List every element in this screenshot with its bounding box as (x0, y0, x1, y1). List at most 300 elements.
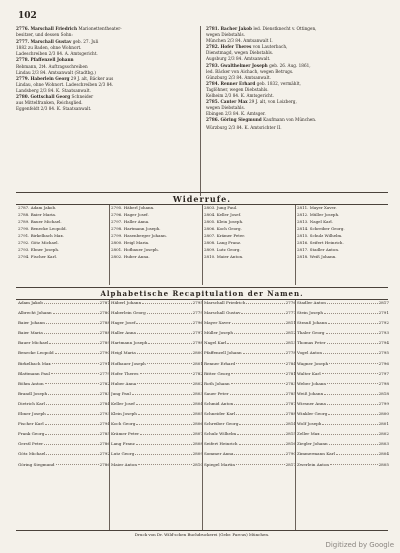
index-number: 2794 (378, 340, 389, 346)
index-number: 2800 (378, 411, 389, 417)
index-number: 2793 (378, 330, 389, 336)
entry-number: 2783. (206, 62, 220, 68)
entry-detail: geb. 27. Juli (72, 39, 99, 45)
section-rule (16, 192, 388, 193)
widerruf-item: 2818. Weiß Johann. (297, 254, 337, 259)
index-number: 2805 (192, 411, 203, 417)
widerrufe-heading: Widerrufe. (172, 194, 232, 204)
widerruf-item: 2812. Müller Joseph. (297, 212, 340, 217)
index-name: Pfaffenzell Johann (204, 350, 242, 356)
index-leader (142, 300, 192, 304)
entry-authority: Ebingen 2/3 84. K. Amtsger. (206, 111, 266, 117)
index-row-blank (204, 467, 296, 472)
index-leader (49, 340, 98, 344)
widerruf-item: 2790. Benecke Leopold. (18, 226, 67, 231)
entry-line (206, 63, 388, 68)
index-number: 2802 (192, 380, 203, 386)
index-leader (137, 381, 191, 385)
index-number: 2785 (285, 390, 296, 396)
index-leader (227, 340, 284, 344)
index-name: Frank Georg (18, 431, 45, 437)
index-leader (327, 300, 378, 304)
index-name: Vogel Anton (297, 350, 323, 356)
index-name: Schneider Karl (204, 411, 236, 417)
index-name: Marschall Friedrich (204, 300, 246, 305)
widerrufe-column (18, 205, 110, 261)
index-number: 2776 (285, 300, 296, 305)
entry-detail: geb. 26. Aug. 1861, (269, 62, 311, 68)
index-leader (56, 462, 99, 466)
index-number: 2817 (378, 300, 389, 305)
index-name: Schmid Anton (204, 400, 234, 406)
index-leader (246, 300, 284, 304)
index-number: 2783 (99, 390, 110, 396)
widerruf-item: 2798. Hartmann Joseph. (111, 226, 161, 231)
index-number: 2779 (192, 310, 203, 316)
index-number: 2782 (99, 380, 110, 386)
entry-name: Göring Siegmund (220, 117, 262, 123)
entry-name: Bacher Jakob (220, 26, 252, 31)
index-name: Hofbauer Joseph (111, 360, 146, 366)
index-leader (46, 320, 99, 324)
index-leader (45, 421, 99, 425)
index-number: 2799 (378, 400, 389, 406)
index-name: Sauer Peter (204, 390, 229, 396)
index-leader (322, 371, 378, 375)
widerruf-item: 2813. Nagel Karl. (297, 219, 333, 224)
index-leader (324, 391, 377, 395)
entry-line (16, 57, 194, 62)
entry-authority: Ladeschreiben 2/3 84. A. Amtsgericht. (16, 51, 98, 57)
index-leader (336, 451, 378, 455)
index-number: 2808 (192, 441, 203, 447)
index-name: Göring Siegmund (18, 461, 55, 467)
widerrufe-column (297, 205, 389, 261)
index-leader (51, 371, 99, 375)
entry-detail: Schneider (71, 94, 94, 100)
index-leader (52, 361, 99, 365)
index-number: 2785 (99, 431, 110, 437)
entry-line: Rebmann, 2t4. Auftragsschreiben (16, 63, 88, 69)
widerruf-item: 2807. Krämer Peter. (204, 233, 245, 238)
index-number: 2816 (285, 441, 296, 447)
index-number: 2804 (192, 400, 203, 406)
entry-line (206, 99, 388, 104)
index-name: Stadler Anton (297, 300, 326, 305)
entry-line (206, 44, 388, 49)
widerruf-item: 2800. Heigl Maria. (111, 240, 150, 245)
widerruf-item: 2791. Birkelbach Max. (18, 233, 64, 238)
entry-name: Marschall Gustav (30, 39, 72, 45)
entry-detail: geb. 1832, vermählt, (256, 80, 301, 86)
entry-name: Gottschall Georg (30, 94, 71, 100)
index-name: Zimmermann Karl (297, 451, 335, 457)
index-number: 2807 (192, 431, 203, 437)
entry-line (206, 117, 388, 122)
index-name: Marschall Gustav (204, 310, 241, 316)
entry-name: Canter Max (220, 99, 248, 105)
index-leader (236, 361, 285, 365)
index-leader (234, 401, 284, 405)
index-number: 2777 (285, 310, 296, 316)
index-name: Walter Karl (297, 370, 321, 376)
index-name: Zeller Max (297, 431, 320, 437)
entry-authority: München 2/3 84. Amtsanwalt I. (206, 38, 273, 44)
widerruf-item: 2810. Maier Anton. (204, 254, 244, 259)
index-number: 2814 (285, 421, 296, 427)
index-number: 2797 (192, 330, 203, 336)
index-name: Winkler Georg (297, 411, 328, 417)
entry-line (16, 94, 194, 99)
entry-name: Haberlein Georg (30, 75, 70, 81)
column-divider (295, 205, 296, 285)
index-leader (55, 350, 99, 354)
index-number: 2792 (378, 320, 389, 326)
index-number: 2802 (378, 431, 389, 437)
index-number: 2786 (99, 441, 110, 447)
index-leader (136, 401, 192, 405)
entry-line: Dienstmagd, wegen Diebstahls. (206, 50, 274, 56)
widerruf-item: 2797. Haller Anna. (111, 219, 150, 224)
entry-authority: Landsberg 2/3 84. K. Staatsanwalt. (16, 87, 91, 93)
entry-line: Lindau, ohne Wohnort. Ladeschreiben 2/3 84. (16, 81, 114, 87)
widerruf-item: 2789. Bauer Michael. (18, 219, 62, 224)
widerruf-item: 2814. Schreiber Georg. (297, 226, 345, 231)
index-leader (46, 401, 99, 405)
index-name: Roth Johann (204, 380, 230, 386)
column-divider (109, 300, 110, 530)
widerruf-item: 2805. Klein Joseph. (204, 219, 244, 224)
index-column (18, 300, 110, 472)
index-name: Haller Anna (111, 330, 136, 336)
entry-line: aus Mittelfranken, Reichsglied. (16, 100, 83, 106)
index-leader (239, 441, 285, 445)
index-leader (135, 451, 191, 455)
index-leader (239, 421, 284, 425)
entry-number: 2785. (206, 99, 220, 105)
index-number: 2791 (378, 310, 389, 316)
widerruf-item: 2794. Fischer Karl. (18, 254, 58, 259)
index-name: Dietrich Karl (18, 400, 45, 406)
index-name: Jung Paul (111, 390, 131, 396)
entry-number: 2778. (16, 57, 30, 63)
entry-line (16, 26, 194, 31)
index-number: 2810 (192, 461, 203, 467)
index-leader (136, 441, 192, 445)
index-name: Sommer Anna (204, 451, 234, 457)
widerrufe-column (204, 205, 296, 261)
index-leader (328, 411, 377, 415)
index-number: 2817 (285, 461, 296, 467)
entry-authority: Günzburg 2/3 84. Amtsanwalt. (206, 74, 271, 80)
index-name: Renner Erhard (204, 360, 236, 366)
index-number: 2788 (99, 320, 110, 326)
index-name: Brandl Joseph (18, 390, 48, 396)
index-number: 2798 (192, 340, 203, 346)
entries-section (16, 26, 388, 194)
index-name: Hartmann Joseph (111, 340, 148, 346)
index-name: Krämer Peter (111, 431, 140, 437)
index-leader (329, 441, 378, 445)
entry-line: wegen Diebstahls. (206, 105, 245, 111)
entry-detail: von Lauterbach, (252, 44, 288, 50)
index-row-blank (297, 467, 389, 472)
index-row-blank (18, 467, 110, 472)
entry-detail: 29 J. alt, Bäcker aus (70, 75, 114, 81)
index-leader (45, 431, 98, 435)
index-name: Albrecht Johann (18, 310, 52, 316)
index-row-blank (111, 467, 203, 472)
entry-number: 2781. (206, 26, 220, 31)
index-leader (243, 350, 285, 354)
index-number: 2813 (285, 340, 296, 346)
entry-name: Gwalthelmer Joseph (220, 62, 268, 68)
index-number: 2794 (99, 421, 110, 427)
index-name: Spiegel Martin (204, 461, 235, 467)
index-leader (328, 320, 378, 324)
entries-right-column (206, 26, 388, 131)
index-leader (322, 421, 377, 425)
index-number: 2795 (192, 300, 203, 305)
widerruf-item: 2816. Seifert Heinrich. (297, 240, 344, 245)
page-number: 102 (18, 11, 37, 21)
index-number: 2781 (285, 370, 296, 376)
column-divider (202, 300, 203, 530)
index-leader (231, 371, 284, 375)
entry-number: 2777. (16, 39, 30, 45)
index-number: 2818 (378, 390, 389, 396)
index-leader (137, 350, 192, 354)
widerruf-item: 2796. Hager Josef. (111, 212, 149, 217)
index-leader (326, 330, 378, 334)
index-leader (136, 320, 191, 324)
entry-authority: Würzburg 2/3 84. K. Amtsrichter II. (206, 124, 282, 130)
index-leader (230, 391, 285, 395)
widerruf-item: 2799. Hasenberger Johann. (111, 233, 167, 238)
index-name: Mayer Xaver (204, 320, 231, 326)
index-number: 2788 (285, 411, 296, 417)
index-number: 2805 (378, 461, 389, 467)
index-name: Lutz Georg (111, 451, 135, 457)
index-name: Ebner Joseph (18, 411, 46, 417)
index-leader (148, 340, 191, 344)
index-name: Hofer Theres (111, 370, 139, 376)
index-heading: Alphabetische Recapitulation der Namen. (100, 289, 304, 298)
index-leader (234, 451, 284, 455)
index-leader (132, 391, 192, 395)
index-name: Maier Anton (111, 461, 137, 467)
widerruf-item: 2801. Hofbauer Joseph. (111, 247, 160, 252)
index-leader (48, 391, 98, 395)
widerruf-item: 2809. Lutz Georg. (204, 247, 241, 252)
index-number: 2795 (378, 350, 389, 356)
index-name: Baier Johann (18, 320, 45, 326)
index-name: Strauß Johann (297, 320, 327, 326)
entry-number: 2784. (206, 80, 220, 86)
column-divider (202, 205, 203, 285)
index-number: 2812 (285, 330, 296, 336)
index-number: 2800 (192, 350, 203, 356)
index-leader (237, 431, 284, 435)
index-leader (44, 441, 99, 445)
index-number: 2798 (378, 380, 389, 386)
index-name: Huber Anna (111, 380, 137, 386)
entry-line: Taglöhner, wegen Diebstahls. (206, 86, 269, 92)
index-leader (140, 431, 192, 435)
index-name: Blattmann Paul (18, 370, 50, 376)
index-number: 2789 (99, 340, 110, 346)
index-number: 2782 (192, 370, 203, 376)
index-leader (45, 381, 99, 385)
entry-line: led. Bäcker von Aichach, wegen Betrugs. (206, 68, 294, 74)
index-leader (232, 320, 285, 324)
entry-number: 2779. (16, 75, 30, 81)
index-leader (44, 330, 99, 334)
index-number: 2790 (285, 451, 296, 457)
index-name: Adam Jakob (18, 300, 43, 305)
index-number: 2784 (99, 400, 110, 406)
index-leader (231, 381, 285, 385)
index-name: Wagner Joseph (297, 360, 329, 366)
printer-footer: Druck von Dr. Wild'schen Buchdruckerei (Gebr. Parcus) München. (134, 532, 270, 537)
index-leader (137, 330, 192, 334)
index-leader (138, 462, 192, 466)
entry-name: Marschall Friedrich (30, 26, 78, 31)
entry-detail: 29 J. alt, von Loizberg, (249, 99, 297, 105)
widerruf-item: 2804. Keller Josef. (204, 212, 242, 217)
index-name: Birkelbach Max (18, 360, 51, 366)
entry-authority: Kelheim 2/3 84. K. Amtsgericht. (206, 93, 274, 99)
digitized-watermark: Digitized by Google (325, 541, 394, 549)
index-number: 2791 (99, 360, 110, 366)
index-name: Zwerlein Anton (297, 461, 330, 467)
index-name: Thomas Peter (297, 340, 326, 346)
index-number: 2801 (192, 360, 203, 366)
index-leader (330, 462, 378, 466)
index-name: Ziegler Johann (297, 441, 328, 447)
index-number: 2779 (99, 370, 110, 376)
index-number: 2806 (192, 421, 203, 427)
entry-authority: Eggenfeldt 2/3 84. K. Staatsanwalt. (16, 106, 92, 112)
section-rule (16, 287, 388, 288)
entry-line: besitzer, und dessen Sohn: (16, 32, 73, 38)
index-column (297, 300, 389, 472)
entry-line: wegen Diebstahls. (206, 32, 245, 38)
index-number: 2786 (99, 461, 110, 467)
column-divider (200, 26, 201, 196)
widerruf-item: 2792. Götz Michael. (18, 240, 59, 245)
widerruf-item: 2793. Ebner Joseph. (18, 247, 60, 252)
entry-line (206, 81, 388, 86)
index-name: Gerstl Peter (18, 441, 44, 447)
entry-line (16, 76, 194, 81)
index-name: Häberl Johann (111, 300, 142, 305)
entry-number: 2786. (206, 117, 220, 123)
index-leader (46, 451, 98, 455)
index-name: Thaler Georg (297, 330, 325, 336)
index-number: 2811 (285, 320, 296, 326)
index-name: Bauer Michael (18, 340, 49, 346)
entry-detail: Marionettentheater- (78, 26, 122, 31)
widerruf-item: 2802. Huber Anna. (111, 254, 150, 259)
index-number: 2783 (285, 380, 296, 386)
entry-authority: Lindau 2/3 84. Amtsanwalt (Stadtbg.) (16, 69, 96, 75)
entry-name: Renner Erhard (220, 80, 256, 86)
widerruf-item: 2817. Stadler Anton. (297, 247, 340, 252)
entry-name: Pfaffenzell Johann (30, 57, 74, 63)
index-name: Wiesner Anna (297, 400, 326, 406)
index-number: 2804 (378, 451, 389, 457)
index-leader (241, 310, 284, 314)
index-leader (136, 421, 191, 425)
column-divider (109, 205, 110, 285)
index-leader (327, 401, 378, 405)
index-leader (147, 310, 192, 314)
index-number: 2803 (192, 390, 203, 396)
entry-authority: Augsburg 2/3 84. Amtsanwalt. (206, 56, 271, 62)
index-name: Stein Joseph (297, 310, 324, 316)
index-name: Klein Joseph (111, 411, 137, 417)
index-leader (138, 411, 192, 415)
index-number: 2787 (99, 300, 110, 305)
column-divider (295, 300, 296, 530)
index-number: 2784 (285, 360, 296, 366)
index-leader (321, 431, 378, 435)
index-column (204, 300, 296, 472)
index-number: 2815 (285, 431, 296, 437)
index-column (111, 300, 203, 472)
index-number: 2803 (378, 441, 389, 447)
index-name: Wolf Joseph (297, 421, 322, 427)
index-leader (47, 411, 99, 415)
index-leader (53, 310, 99, 314)
index-number: 2793 (99, 411, 110, 417)
index-leader (44, 300, 99, 304)
index-number: 2797 (378, 370, 389, 376)
widerruf-item: 2806. Koch Georg. (204, 226, 242, 231)
entry-number: 2776. (16, 26, 30, 31)
index-name: Seifert Heinrich (204, 441, 238, 447)
index-name: Weiß Johann (297, 390, 324, 396)
index-number: 2780 (99, 310, 110, 316)
entry-line: 1882 zu Baden, ohne Wohnort. (16, 45, 82, 51)
widerruf-item: 2788. Baier Maria. (18, 212, 57, 217)
index-name: Schulz Wilhelm (204, 431, 237, 437)
index-name: Schreiber Georg (204, 421, 239, 427)
index-leader (329, 361, 377, 365)
index-number: 2787 (285, 400, 296, 406)
widerruf-item: 2795. Häberl Johann. (111, 205, 155, 210)
index-name: Nagel Karl (204, 340, 227, 346)
widerruf-item: 2787. Adam Jakob. (18, 205, 57, 210)
entry-number: 2780. (16, 94, 30, 100)
index-leader (324, 310, 378, 314)
index-name: Baier Maria (18, 330, 43, 336)
entry-name: Hofer Theres (220, 44, 252, 50)
entry-line (206, 26, 388, 31)
index-number: 2809 (192, 451, 203, 457)
index-name: Müller Joseph (204, 330, 234, 336)
index-leader (327, 340, 378, 344)
index-name: Ritter Georg (204, 370, 231, 376)
index-name: Haberlein Georg (111, 310, 146, 316)
entries-left-column (16, 26, 194, 112)
index-number: 2796 (192, 320, 203, 326)
entry-detail: led. Dienstknecht v. Ottingen, (253, 26, 317, 31)
index-leader (236, 462, 285, 466)
index-name: Hager Josef (111, 320, 136, 326)
footer-rule (16, 530, 388, 531)
